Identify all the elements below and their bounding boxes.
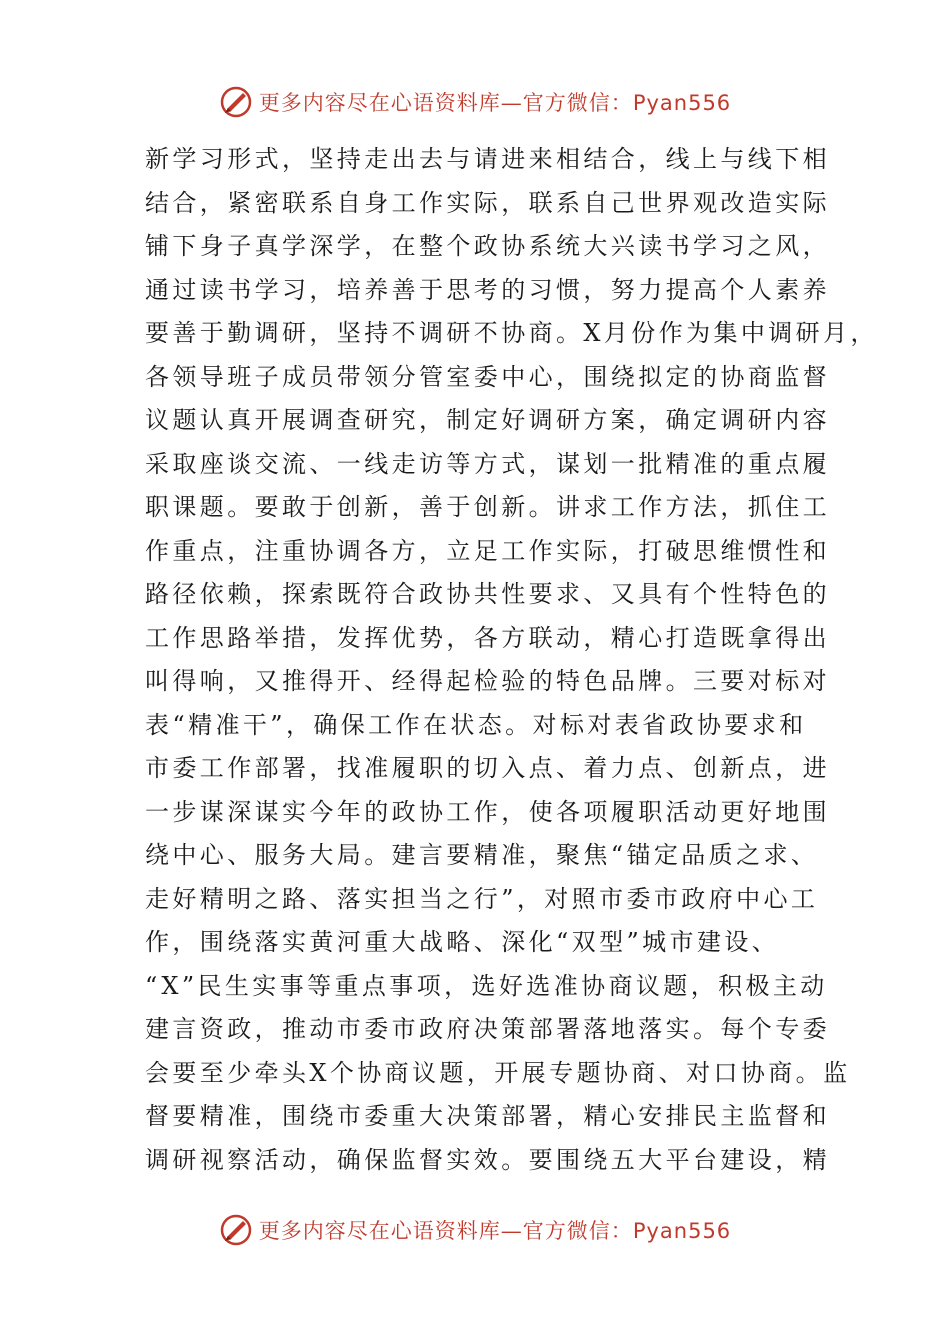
text-line: 走好精明之路、落实担当之行”，对照市委市政府中心工 xyxy=(145,884,819,913)
text-line: 结合，紧密联系自身工作实际，联系自己世界观改造实际 xyxy=(145,188,830,217)
banner-text: 更多内容尽在心语资料库—官方微信：Pyan556 xyxy=(258,1219,732,1243)
footer-banner xyxy=(0,1210,950,1250)
text-line: 督要精准，围绕市委重大决策部署，精心安排民主监督和 xyxy=(145,1102,830,1130)
text-line: 新学习形式，坚持走出去与请进来相结合，线上与线下相 xyxy=(145,145,830,173)
text-line: 工作思路举措，发挥优势，各方联动，精心打造既拿得出 xyxy=(145,623,830,652)
wechat-id: Pyan556 xyxy=(632,1219,732,1243)
text-line: 作重点，注重协调各方，立足工作实际，打破思维惯性和 xyxy=(145,536,830,565)
text-line: 建言资政，推动市委市政府决策部署落地落实。每个专委 xyxy=(145,1015,830,1043)
text-line: 会要至少牵头X个协商议题，开展专题协商、对口协商。监 xyxy=(145,1058,851,1087)
text-line: 调研视察活动，确保监督实效。要围绕五大平台建设，精 xyxy=(145,1145,830,1174)
text-line: 铺下身子真学深学，在整个政协系统大兴读书学习之风， xyxy=(145,232,830,260)
header-banner xyxy=(0,82,950,122)
text-line: 表“精准干”，确保工作在状态。对标对表省政协要求和 xyxy=(145,710,807,739)
text-line: 要善于勤调研，坚持不调研不协商。X月份作为集中调研月， xyxy=(145,319,878,347)
text-line: 市委工作部署，找准履职的切入点、着力点、创新点，进 xyxy=(145,754,830,782)
text-line: 采取座谈交流、一线走访等方式，谋划一批精准的重点履 xyxy=(145,449,830,478)
wechat-id: Pyan556 xyxy=(632,91,732,115)
text-line: 路径依赖，探索既符合政协共性要求、又具有个性特色的 xyxy=(145,580,830,608)
document-body xyxy=(145,138,878,1182)
text-line: 作，围绕落实黄河重大战略、深化“双型”城市建设、 xyxy=(145,928,780,956)
text-line: 职课题。要敢于创新，善于创新。讲求工作方法，抓住工 xyxy=(145,493,830,521)
text-line: “X”民生实事等重点事项，选好选准协商议题，积极主动 xyxy=(145,971,828,1000)
pen-seal-icon xyxy=(219,1213,253,1247)
text-line: 通过读书学习，培养善于思考的习惯，努力提高个人素养 xyxy=(145,275,830,304)
text-line: 各领导班子成员带领分管室委中心，围绕拟定的协商监督 xyxy=(145,362,830,391)
text-line: 议题认真开展调查研究，制定好调研方案，确定调研内容 xyxy=(145,406,830,434)
text-line: 叫得响，又推得开、经得起检验的特色品牌。三要对标对 xyxy=(145,667,830,695)
text-line: 一步谋深谋实今年的政协工作，使各项履职活动更好地围 xyxy=(145,797,830,826)
pen-seal-icon xyxy=(219,85,253,119)
text-line: 绕中心、服务大局。建言要精准，聚焦“锚定品质之求、 xyxy=(145,841,819,869)
banner-text: 更多内容尽在心语资料库—官方微信：Pyan556 xyxy=(258,91,732,115)
